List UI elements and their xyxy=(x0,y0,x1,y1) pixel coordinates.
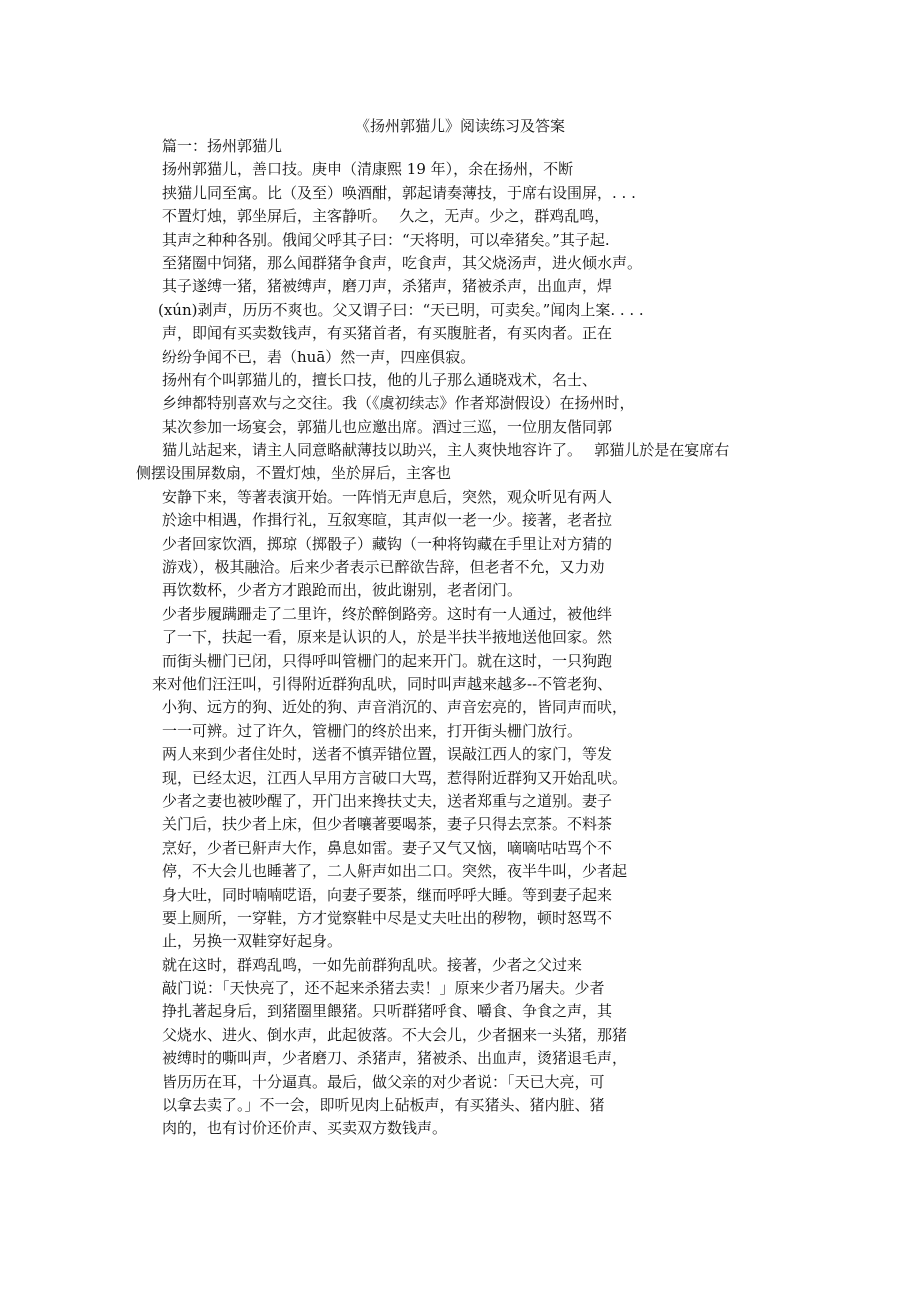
document-body xyxy=(0,135,920,1141)
text-line: (xún)剥声，历历不爽也。父又谓子曰：“天已明，可卖矣。”闻肉上案. . . . xyxy=(158,300,644,319)
text-line: 猫儿站起来，请主人同意略献薄技以助兴，主人爽快地容许了。 郭猫儿於是在宴席右 xyxy=(162,441,730,460)
text-line: 止，另换一双鞋穿好起身。 xyxy=(162,932,343,951)
text-line: 身大吐，同时喃喃呓语，向妻子要茶，继而呼呼大睡。等到妻子起来 xyxy=(162,885,613,904)
text-line: 乡绅都特别喜欢与之交往。我（《虞初续志》作者郑澍假设）在扬州时， xyxy=(162,394,635,413)
text-line: 少者步履蹒跚走了二里许，终於醉倒路旁。这时有一人通过，被他绊 xyxy=(162,604,613,623)
text-line: 来对他们汪汪叫，引得附近群狗乱吠，同时叫声越来越多--不管老狗、 xyxy=(152,674,613,693)
text-line: 挟猫儿同至寓。比（及至）唤酒酣，郭起请奏薄技，于席右设围屏，. . . xyxy=(162,183,636,202)
text-line: 以拿去卖了。」不一会，即听见肉上砧板声，有买猪头、猪内脏、猪 xyxy=(162,1096,605,1115)
text-line: 肉的，也有讨价还价声、买卖双方数钱声。 xyxy=(162,1119,448,1138)
text-line: 其声之种种各别。俄闻父呼其子曰：“天将明，可以牵猪矣。”其子起. xyxy=(162,230,610,249)
text-line: 侧摆设围屏数扇，不置灯烛，坐於屏后，主客也 xyxy=(136,464,452,483)
text-line: 父烧水、进火、倒水声，此起彼落。不大会儿，少者捆来一头猪，那猪 xyxy=(162,1025,628,1044)
text-line: 皆历历在耳，十分逼真。最后，做父亲的对少者说：「天已大亮，可 xyxy=(162,1072,605,1091)
section-heading: 篇一：扬州郭猫儿 xyxy=(162,137,283,155)
text-line: 而街头栅门已闭，只得呼叫管栅门的起来开门。就在这时，一只狗跑 xyxy=(162,651,613,670)
text-line: 其子遂缚一猪，猪被缚声，磨刀声，杀猪声，猪被杀声，出血声，焊 xyxy=(162,277,613,296)
text-line: 敲门说：「天快亮了，还不起来杀猪去卖！」原来少者乃屠夫。少者 xyxy=(162,979,605,998)
text-line: 关门后，扶少者上床，但少者嚷著要喝茶，妻子只得去烹茶。不料茶 xyxy=(162,815,613,834)
text-line: 不置灯烛，郭坐屏后，主客静听。 久之，无声。少之，群鸡乱鸣， xyxy=(162,207,610,226)
text-line: 游戏），极其融洽。后来少者表示已醉欲告辞，但老者不允，又力劝 xyxy=(162,558,605,577)
text-line: 声，即闻有买卖数钱声，有买猪首者，有买腹脏者，有买肉者。正在 xyxy=(162,324,613,343)
text-line: 纷纷争闻不已，砉（huā）然一声，四座俱寂。 xyxy=(162,347,476,366)
text-line: 扬州有个叫郭猫儿的，擅长口技，他的儿子那么通晓戏术，名士、 xyxy=(162,370,598,389)
text-line: 少者之妻也被吵醒了，开门出来搀扶丈夫，送者郑重与之道别。妻子 xyxy=(162,791,613,810)
text-line: 再饮数杯，少者方才踉跄而出，彼此谢别，老者闭门。 xyxy=(162,581,523,600)
text-line: 了一下，扶起一看，原来是认识的人，於是半扶半掖地送他回家。然 xyxy=(162,628,613,647)
text-line: 停，不大会儿也睡著了，二人鼾声如出二口。突然，夜半牛叫，少者起 xyxy=(162,862,628,881)
text-line: 小狗、远方的狗、近处的狗、声音消沉的、声音宏亮的，皆同声而吠， xyxy=(162,698,628,717)
text-line: 被缚时的嘶叫声，少者磨刀、杀猪声，猪被杀、出血声，烫猪退毛声， xyxy=(162,1049,628,1068)
text-line: 两人来到少者住处时，送者不慎弄错位置，误敲江西人的家门，等发 xyxy=(162,745,613,764)
text-line: 至猪圈中饲猪，那么闻群猪争食声，吃食声，其父烧汤声，进火倾水声。 xyxy=(162,253,643,272)
text-line: 安静下来，等著表演开始。一阵悄无声息后，突然，观众听见有两人 xyxy=(162,487,613,506)
text-line: 扬州郭猫儿，善口技。庚申（清康熙 19 年），余在扬州，不断 xyxy=(162,160,574,179)
text-line: 挣扎著起身后，到猪圈里餵猪。只听群猪呼食、嚼食、争食之声，其 xyxy=(162,1002,613,1021)
document-title: 《扬州郭猫儿》阅读练习及答案 xyxy=(354,117,565,135)
text-line: 一一可辨。过了许久，管栅门的终於出来，打开街头栅门放行。 xyxy=(162,721,583,740)
text-line: 少者回家饮酒，掷琼（掷骰子）藏钩（一种将钩藏在手里让对方猜的 xyxy=(162,534,613,553)
text-line: 某次参加一场宴会，郭猫儿也应邀出席。酒过三巡，一位朋友偕同郭 xyxy=(162,417,613,436)
text-line: 於途中相遇，作揖行礼，互叙寒暄，其声似一老一少。接著，老者拉 xyxy=(162,511,613,530)
text-line: 要上厕所，一穿鞋，方才觉察鞋中尽是丈夫吐出的秽物，顿时怒骂不 xyxy=(162,908,613,927)
text-line: 就在这时，群鸡乱鸣，一如先前群狗乱吠。接著，少者之父过来 xyxy=(162,955,583,974)
text-line: 现，已经太迟，江西人早用方言破口大骂，惹得附近群狗又开始乱吠。 xyxy=(162,768,628,787)
text-line: 烹好，少者已鼾声大作，鼻息如雷。妻子又气又恼，嘀嘀咕咕骂个不 xyxy=(162,838,613,857)
